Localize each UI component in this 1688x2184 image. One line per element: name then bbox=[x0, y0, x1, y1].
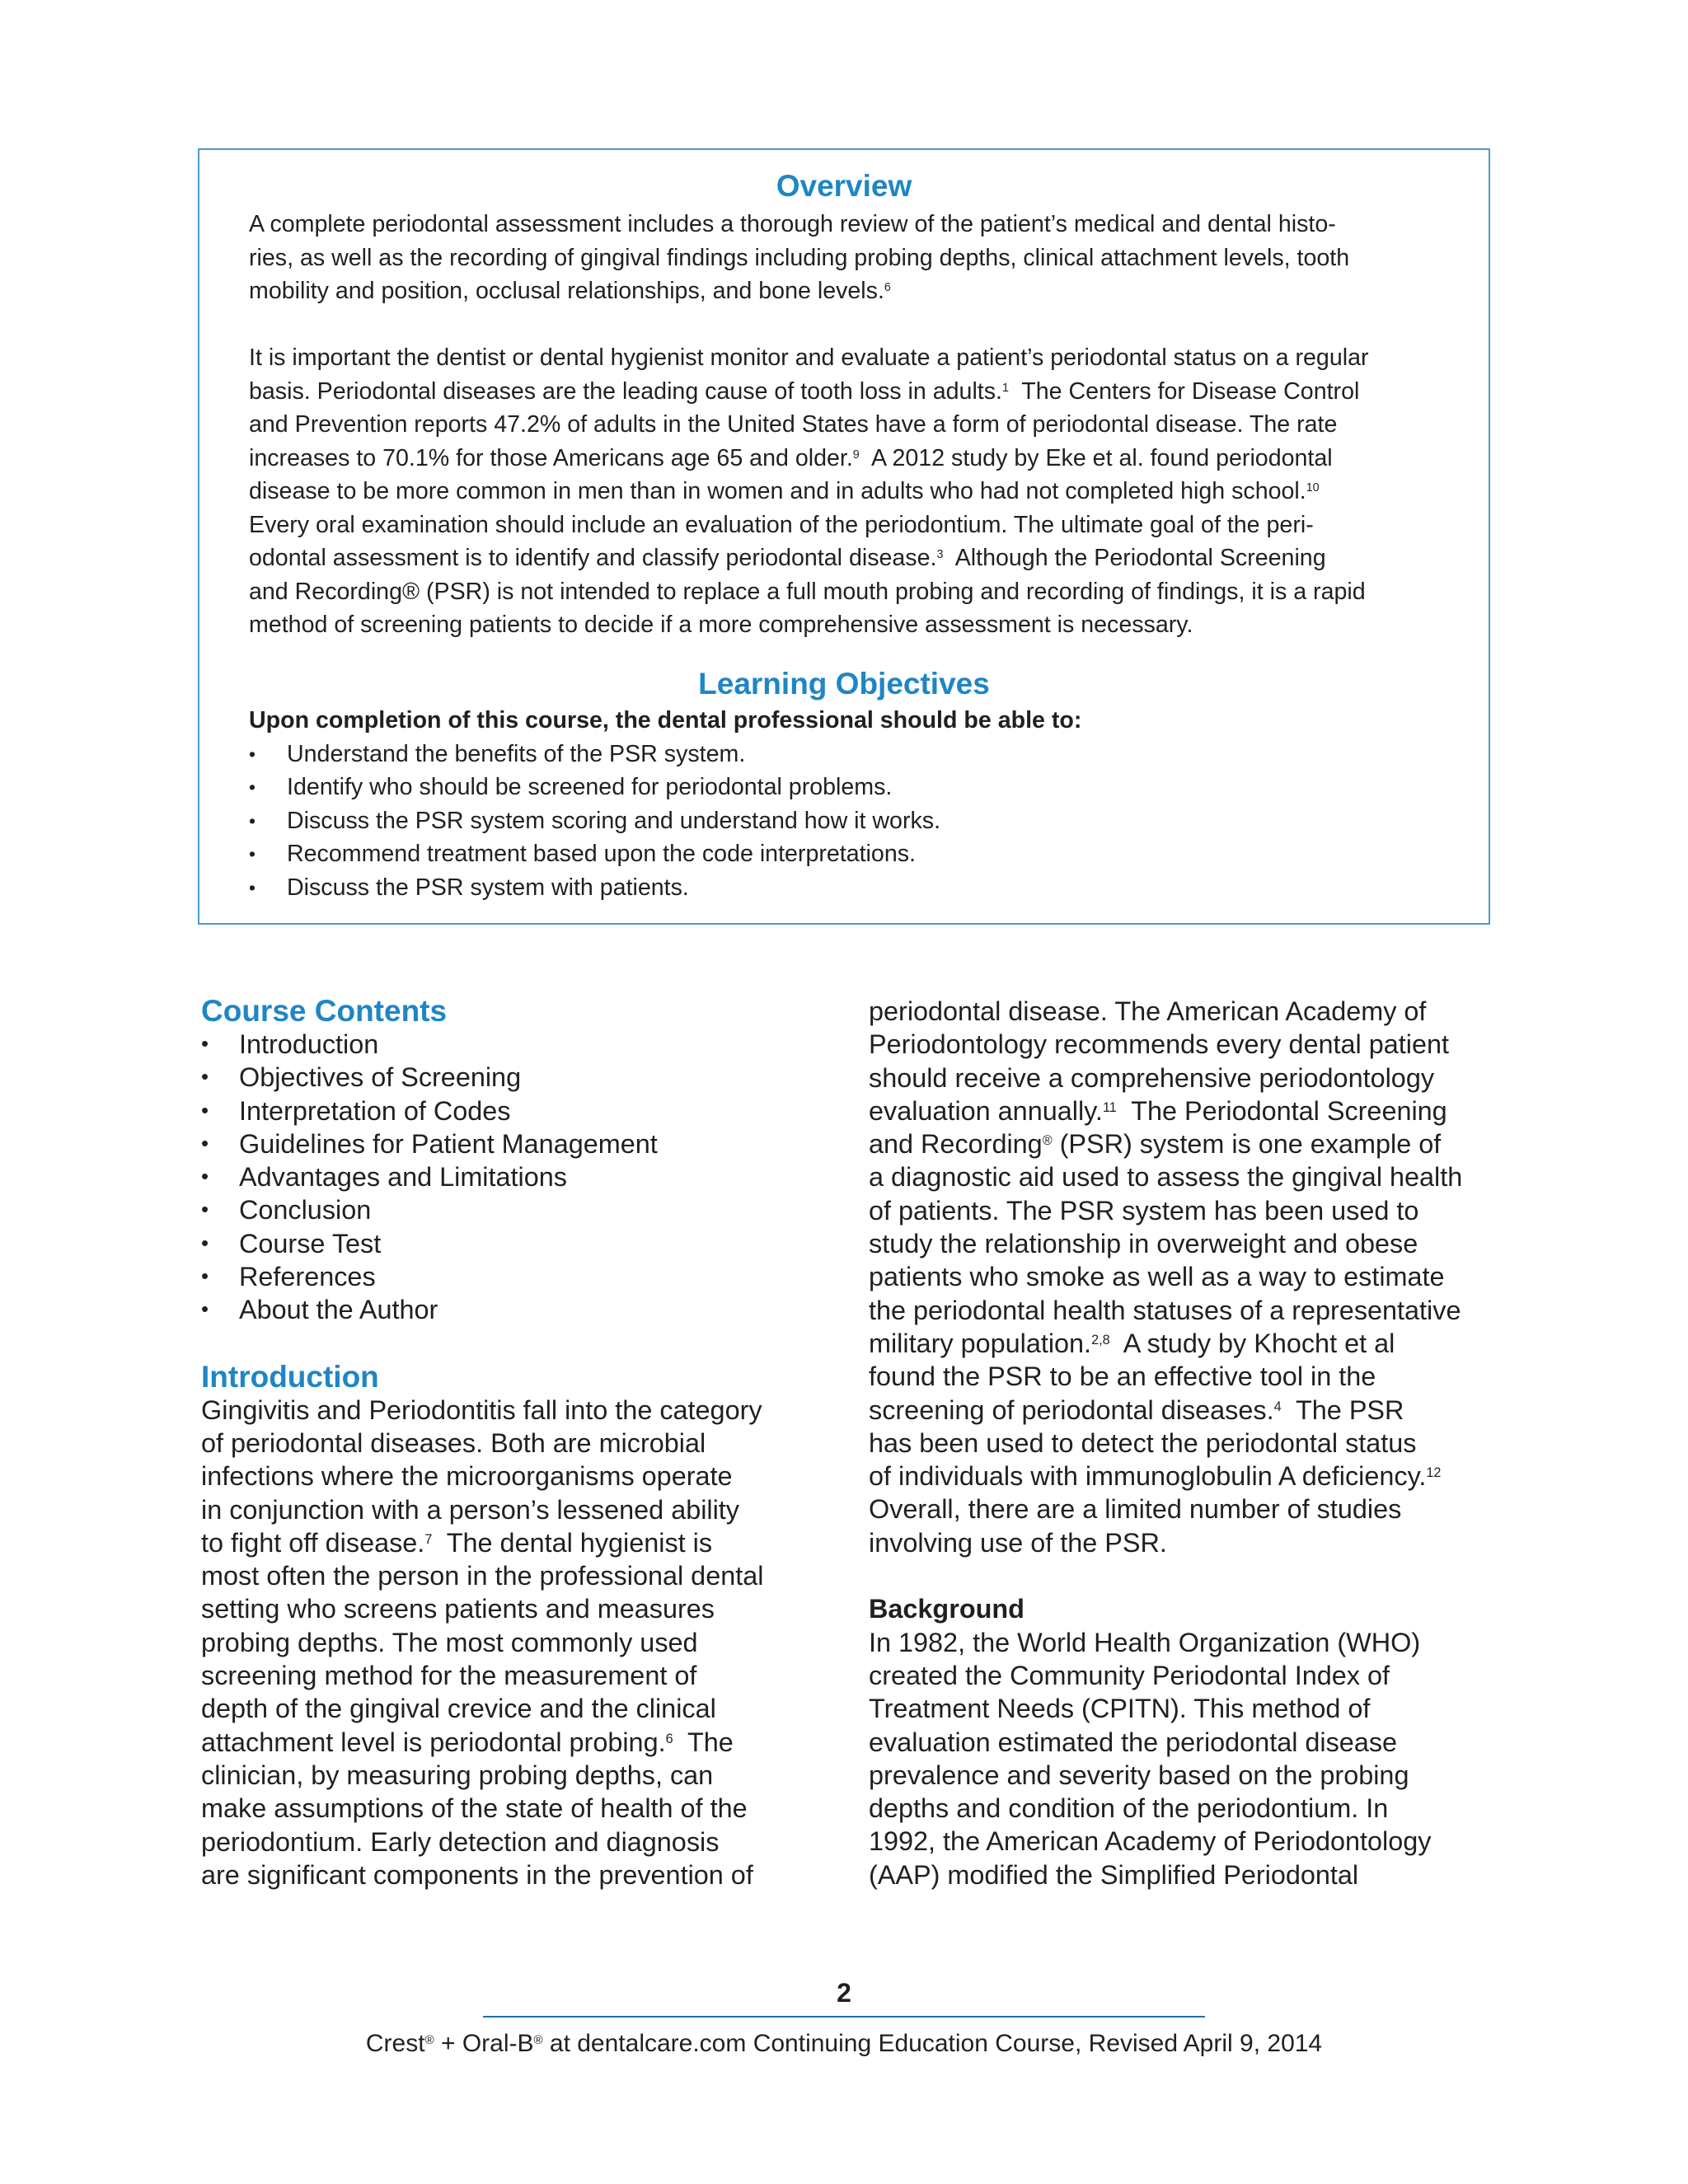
bullet: • bbox=[201, 1132, 209, 1155]
text-line: and Recording® (PSR) is not intended to replace a full mouth probing and recording of findings, it is a rapid bbox=[249, 578, 1366, 605]
text-line: setting who screens patients and measures bbox=[201, 1594, 715, 1624]
page-number: 2 bbox=[837, 1978, 851, 2008]
list-item-text: Interpretation of Codes bbox=[239, 1095, 511, 1126]
list-item-text: Discuss the PSR system with patients. bbox=[287, 874, 689, 901]
bullet: • bbox=[201, 1198, 209, 1222]
text-fragment: to fight off disease. bbox=[201, 1527, 425, 1558]
text-fragment: increases to 70.1% for those Americans age 65 and older. bbox=[249, 444, 853, 471]
objectives-lead: Upon completion of this course, the dental professional should be able to: bbox=[249, 707, 1082, 733]
list-item-text: Objectives of Screening bbox=[239, 1062, 522, 1093]
footer-divider bbox=[483, 2016, 1205, 2018]
text-line: probing depths. The most commonly used bbox=[201, 1627, 698, 1657]
text-line bbox=[249, 541, 1441, 575]
text-line: are significant components in the prevention of bbox=[201, 1859, 753, 1890]
list-item bbox=[201, 1028, 803, 1061]
overview-text bbox=[249, 208, 1441, 642]
reference-superscript: 4 bbox=[1273, 1399, 1282, 1414]
text-line: created the Community Periodontal Index of bbox=[869, 1660, 1390, 1690]
text-line bbox=[249, 375, 1441, 409]
bullet: • bbox=[249, 876, 256, 898]
bullet: • bbox=[201, 1099, 209, 1122]
reference-superscript: 6 bbox=[665, 1731, 673, 1746]
introduction-paragraph bbox=[201, 1394, 803, 1891]
text-line bbox=[869, 1460, 1495, 1493]
background-heading: Background bbox=[869, 1594, 1025, 1624]
text-line bbox=[869, 1327, 1495, 1360]
list-item-text: Introduction bbox=[239, 1029, 379, 1059]
text-fragment: The Periodontal Screening bbox=[1116, 1095, 1447, 1126]
text-line: and Prevention reports 47.2% of adults in the United States have a form of periodontal disease. The rate bbox=[249, 411, 1338, 438]
text-line: depth of the gingival crevice and the clinical bbox=[201, 1694, 716, 1724]
list-item bbox=[249, 871, 1441, 905]
text-line: has been used to detect the periodontal status bbox=[869, 1427, 1417, 1458]
text-line: make assumptions of the state of health of the bbox=[201, 1793, 748, 1824]
text-line: prevalence and severity based on the probing bbox=[869, 1760, 1409, 1790]
text-fragment: military population. bbox=[869, 1328, 1092, 1358]
course-contents-heading: Course Contents bbox=[201, 994, 448, 1028]
text-fragment: at dentalcare.com Continuing Education Course, Revised April 9, 2014 bbox=[542, 2030, 1323, 2057]
list-item-text: Advantages and Limitations bbox=[239, 1162, 567, 1193]
text-line bbox=[201, 1526, 803, 1559]
text-line: evaluation estimated the periodontal disease bbox=[869, 1727, 1398, 1757]
bullet: • bbox=[201, 1265, 209, 1289]
text-line: infections where the microorganisms operate bbox=[201, 1461, 733, 1492]
text-fragment: + Oral-B bbox=[434, 2030, 534, 2057]
bullet: • bbox=[249, 843, 256, 865]
text-line bbox=[869, 1094, 1495, 1127]
text-fragment: mobility and position, occlusal relationships, and bone levels. bbox=[249, 278, 884, 304]
text-line: a diagnostic aid used to assess the gingival health bbox=[869, 1162, 1463, 1193]
text-line: of patients. The PSR system has been used to bbox=[869, 1195, 1419, 1226]
left-column bbox=[201, 995, 803, 1891]
text-fragment: disease to be more common in men than in women and in adults who had not completed high school. bbox=[249, 478, 1306, 504]
reference-superscript: 1 bbox=[1001, 381, 1009, 395]
overview-paragraph-1 bbox=[249, 208, 1441, 308]
list-item-text: Guidelines for Patient Management bbox=[239, 1128, 658, 1159]
reference-superscript: 3 bbox=[936, 548, 944, 562]
list-item-text: Discuss the PSR system scoring and understand how it works. bbox=[287, 807, 941, 834]
text-line: clinician, by measuring probing depths, can bbox=[201, 1760, 714, 1790]
introduction-continued-paragraph bbox=[869, 995, 1495, 1559]
text-line: Every oral examination should include an evaluation of the periodontium. The ultimate goal of the peri- bbox=[249, 511, 1314, 538]
overview-paragraph-2 bbox=[249, 341, 1441, 642]
list-item-text: Identify who should be screened for periodontal problems. bbox=[287, 774, 893, 800]
list-item bbox=[249, 837, 1441, 871]
list-item bbox=[201, 1094, 803, 1127]
text-fragment: The PSR bbox=[1281, 1394, 1404, 1425]
list-item bbox=[201, 1061, 803, 1094]
introduction-heading: Introduction bbox=[201, 1359, 379, 1394]
bullet: • bbox=[249, 743, 256, 765]
text-line: the periodontal health statuses of a representative bbox=[869, 1295, 1461, 1325]
text-line: (AAP) modified the Simplified Periodontal bbox=[869, 1859, 1359, 1890]
list-item-text: About the Author bbox=[239, 1295, 438, 1325]
text-fragment: and Recording bbox=[869, 1129, 1043, 1160]
course-contents-list bbox=[201, 1028, 803, 1327]
list-item bbox=[201, 1293, 803, 1326]
text-line bbox=[249, 274, 1441, 308]
list-item bbox=[249, 771, 1441, 804]
overview-heading: Overview bbox=[776, 169, 912, 203]
text-line: In 1982, the World Health Organization (WHO) bbox=[869, 1627, 1421, 1657]
registered-mark: ® bbox=[1042, 1133, 1053, 1149]
text-line bbox=[869, 1127, 1495, 1160]
text-fragment: screening of periodontal diseases. bbox=[869, 1394, 1274, 1425]
text-line: method of screening patients to decide if a more comprehensive assessment is necessary. bbox=[249, 612, 1193, 638]
list-item-text: Course Test bbox=[239, 1228, 382, 1258]
list-item bbox=[201, 1127, 803, 1160]
list-item-text: References bbox=[239, 1262, 376, 1292]
text-line: Overall, there are a limited number of studies bbox=[869, 1494, 1402, 1525]
list-item bbox=[201, 1260, 803, 1293]
text-line bbox=[249, 475, 1441, 509]
list-item bbox=[249, 738, 1441, 771]
list-item-text: Understand the benefits of the PSR system. bbox=[287, 740, 746, 767]
list-item bbox=[201, 1227, 803, 1260]
footer-text bbox=[0, 2027, 1688, 2060]
list-item-text: Recommend treatment based upon the code interpretations. bbox=[287, 841, 916, 867]
text-line: found the PSR to be an effective tool in the bbox=[869, 1361, 1376, 1392]
text-fragment: of individuals with immunoglobulin A deficiency. bbox=[869, 1461, 1427, 1492]
text-fragment: A study by Khocht et al bbox=[1109, 1328, 1395, 1358]
reference-superscript: 12 bbox=[1426, 1465, 1442, 1481]
text-fragment: The Centers for Disease Control bbox=[1008, 377, 1360, 405]
text-fragment: attachment level is periodontal probing. bbox=[201, 1727, 666, 1757]
list-item bbox=[249, 804, 1441, 838]
registered-mark: ® bbox=[424, 2033, 434, 2047]
text-fragment: (PSR) system is one example of bbox=[1052, 1129, 1442, 1160]
text-fragment: The dental hygienist is bbox=[432, 1527, 713, 1558]
text-fragment: evaluation annually. bbox=[869, 1095, 1103, 1126]
text-line: involving use of the PSR. bbox=[869, 1527, 1167, 1558]
reference-superscript: 7 bbox=[424, 1532, 433, 1548]
text-line: most often the person in the professional dental bbox=[201, 1561, 764, 1591]
text-line: Periodontology recommends every dental patient bbox=[869, 1029, 1450, 1060]
text-fragment: Crest bbox=[365, 2030, 425, 2057]
objectives-content bbox=[249, 704, 1441, 904]
text-line: ries, as well as the recording of gingival findings including probing depths, clinical attachment levels, tooth bbox=[249, 244, 1350, 271]
list-item bbox=[201, 1193, 803, 1226]
text-line: Treatment Needs (CPITN). This method of bbox=[869, 1694, 1371, 1724]
text-line: periodontium. Early detection and diagnosis bbox=[201, 1826, 720, 1857]
text-line: in conjunction with a person’s lessened ability bbox=[201, 1494, 740, 1525]
text-line: It is important the dentist or dental hygienist monitor and evaluate a patient’s periodontal status on a regular bbox=[249, 344, 1369, 371]
text-fragment: The bbox=[673, 1727, 734, 1757]
text-line: 1992, the American Academy of Periodontology bbox=[869, 1826, 1432, 1857]
reference-superscript: 9 bbox=[852, 448, 860, 462]
bullet: • bbox=[201, 1231, 209, 1255]
text-line bbox=[249, 442, 1441, 476]
bullet: • bbox=[201, 1066, 209, 1090]
right-column bbox=[869, 995, 1495, 1891]
reference-superscript: 10 bbox=[1306, 481, 1320, 495]
reference-superscript: 2,8 bbox=[1091, 1333, 1110, 1348]
text-line: periodontal disease. The American Academy of bbox=[869, 996, 1427, 1026]
bullet: • bbox=[201, 1298, 209, 1322]
text-line: Gingivitis and Periodontitis fall into the category bbox=[201, 1394, 762, 1425]
text-line bbox=[201, 1726, 803, 1759]
registered-mark: ® bbox=[533, 2033, 543, 2047]
background-paragraph bbox=[869, 1626, 1495, 1891]
list-item-text: Conclusion bbox=[239, 1195, 372, 1226]
text-line: of periodontal diseases. Both are microbial bbox=[201, 1427, 706, 1458]
text-line bbox=[869, 1394, 1495, 1427]
bullet: • bbox=[201, 1165, 209, 1189]
text-fragment: Although the Periodontal Screening bbox=[943, 545, 1326, 571]
text-line: should receive a comprehensive periodontology bbox=[869, 1062, 1435, 1093]
list-item bbox=[201, 1160, 803, 1193]
text-line: A complete periodontal assessment includes a thorough review of the patient’s medical and dental histo- bbox=[249, 211, 1336, 237]
reference-superscript: 11 bbox=[1102, 1100, 1117, 1116]
text-fragment: basis. Periodontal diseases are the leading cause of tooth loss in adults. bbox=[249, 377, 1002, 405]
objectives-list bbox=[249, 738, 1441, 905]
text-line: study the relationship in overweight and obese bbox=[869, 1229, 1418, 1259]
text-fragment: odontal assessment is to identify and classify periodontal disease. bbox=[249, 545, 937, 571]
reference-superscript: 6 bbox=[884, 281, 891, 295]
bullet: • bbox=[249, 809, 256, 832]
text-fragment: A 2012 study by Eke et al. found periodontal bbox=[859, 444, 1333, 471]
bullet: • bbox=[201, 1033, 209, 1056]
text-line: screening method for the measurement of bbox=[201, 1661, 697, 1691]
overview-box bbox=[198, 148, 1490, 925]
text-line: patients who smoke as well as a way to estimate bbox=[869, 1262, 1445, 1292]
learning-objectives-heading: Learning Objectives bbox=[698, 667, 990, 701]
bullet: • bbox=[249, 776, 256, 798]
text-line: depths and condition of the periodontium. In bbox=[869, 1793, 1389, 1824]
